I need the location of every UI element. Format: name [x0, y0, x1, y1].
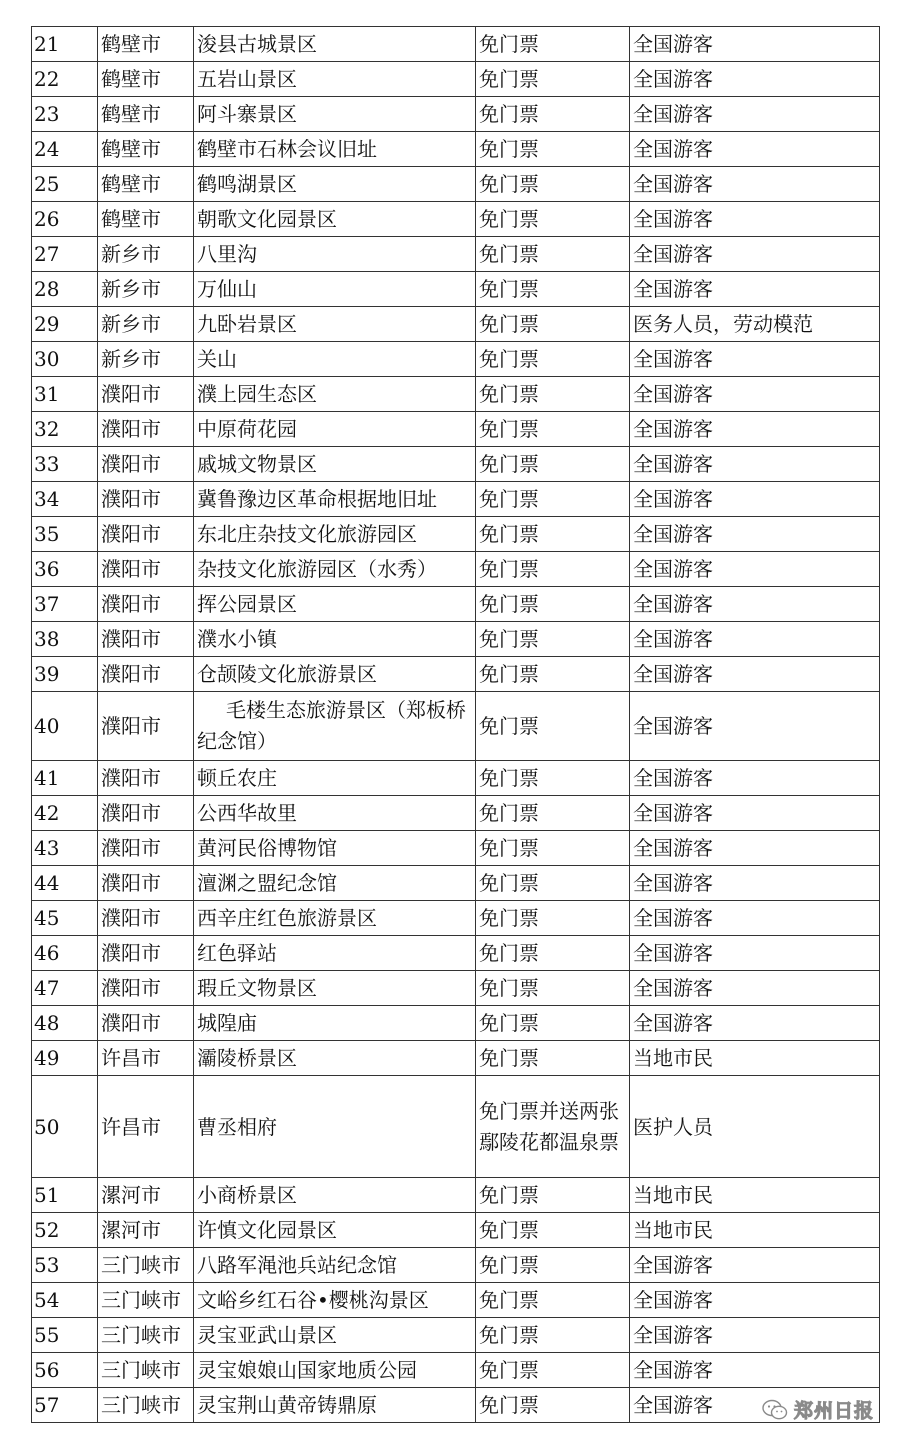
cell-target-group: 当地市民	[630, 1041, 880, 1076]
cell-city: 濮阳市	[98, 482, 194, 517]
cell-site-name: 浚县古城景区	[194, 27, 476, 62]
table-row	[32, 1353, 880, 1388]
table-row	[32, 447, 880, 482]
cell-city: 三门峡市	[98, 1283, 194, 1318]
cell-number: 41	[32, 761, 98, 796]
table-row	[32, 62, 880, 97]
table-row	[32, 272, 880, 307]
cell-site-name: 灞陵桥景区	[194, 1041, 476, 1076]
cell-city: 鹤壁市	[98, 62, 194, 97]
cell-site-name: 八路军渑池兵站纪念馆	[194, 1248, 476, 1283]
cell-city: 鹤壁市	[98, 132, 194, 167]
cell-target-group: 全国游客	[630, 167, 880, 202]
cell-site-name: 鹤鸣湖景区	[194, 167, 476, 202]
cell-site-name: 鹤壁市石林会议旧址	[194, 132, 476, 167]
cell-site-name: 顿丘农庄	[194, 761, 476, 796]
cell-ticket-policy: 免门票	[476, 132, 630, 167]
cell-city: 三门峡市	[98, 1353, 194, 1388]
cell-site-name: 澶渊之盟纪念馆	[194, 866, 476, 901]
cell-ticket-policy: 免门票	[476, 1353, 630, 1388]
cell-site-name: 八里沟	[194, 237, 476, 272]
cell-ticket-policy: 免门票	[476, 27, 630, 62]
cell-city: 新乡市	[98, 272, 194, 307]
cell-site-name: 戚城文物景区	[194, 447, 476, 482]
cell-city: 三门峡市	[98, 1388, 194, 1423]
cell-target-group: 全国游客	[630, 1248, 880, 1283]
cell-site-name: 杂技文化旅游园区（水秀）	[194, 552, 476, 587]
table-row	[32, 866, 880, 901]
table-row	[32, 657, 880, 692]
cell-target-group: 全国游客	[630, 237, 880, 272]
cell-number: 22	[32, 62, 98, 97]
cell-target-group: 全国游客	[630, 622, 880, 657]
cell-target-group: 医务人员，劳动模范	[630, 307, 880, 342]
cell-number: 51	[32, 1178, 98, 1213]
cell-site-name: 九卧岩景区	[194, 307, 476, 342]
cell-ticket-policy: 免门票	[476, 587, 630, 622]
cell-site-name: 万仙山	[194, 272, 476, 307]
cell-number: 28	[32, 272, 98, 307]
table-row	[32, 1178, 880, 1213]
table-row	[32, 517, 880, 552]
cell-number: 54	[32, 1283, 98, 1318]
cell-target-group: 全国游客	[630, 692, 880, 761]
table-row	[32, 377, 880, 412]
cell-city: 濮阳市	[98, 517, 194, 552]
cell-city: 濮阳市	[98, 796, 194, 831]
cell-target-group: 全国游客	[630, 62, 880, 97]
cell-target-group: 全国游客	[630, 831, 880, 866]
cell-target-group: 当地市民	[630, 1178, 880, 1213]
cell-city: 许昌市	[98, 1041, 194, 1076]
cell-city: 鹤壁市	[98, 97, 194, 132]
table-row	[32, 202, 880, 237]
table-row	[32, 27, 880, 62]
cell-site-name: 许慎文化园景区	[194, 1213, 476, 1248]
cell-target-group: 全国游客	[630, 796, 880, 831]
cell-city: 濮阳市	[98, 447, 194, 482]
cell-city: 鹤壁市	[98, 27, 194, 62]
cell-city: 许昌市	[98, 1076, 194, 1178]
cell-ticket-policy: 免门票	[476, 866, 630, 901]
cell-number: 50	[32, 1076, 98, 1178]
cell-ticket-policy: 免门票	[476, 796, 630, 831]
cell-site-name: 小商桥景区	[194, 1178, 476, 1213]
cell-city: 濮阳市	[98, 657, 194, 692]
cell-ticket-policy: 免门票	[476, 1213, 630, 1248]
cell-site-name: 濮上园生态区	[194, 377, 476, 412]
table-row	[32, 796, 880, 831]
cell-target-group: 全国游客	[630, 1006, 880, 1041]
cell-site-name: 灵宝荆山黄帝铸鼎原	[194, 1388, 476, 1423]
cell-site-name: 黄河民俗博物馆	[194, 831, 476, 866]
table-row	[32, 587, 880, 622]
table-row	[32, 761, 880, 796]
cell-city: 濮阳市	[98, 377, 194, 412]
cell-city: 鹤壁市	[98, 167, 194, 202]
cell-number: 31	[32, 377, 98, 412]
cell-number: 32	[32, 412, 98, 447]
cell-number: 24	[32, 132, 98, 167]
cell-ticket-policy: 免门票	[476, 1318, 630, 1353]
cell-number: 48	[32, 1006, 98, 1041]
cell-site-name: 濮水小镇	[194, 622, 476, 657]
table-row	[32, 237, 880, 272]
cell-number: 44	[32, 866, 98, 901]
cell-target-group: 全国游客	[630, 202, 880, 237]
cell-number: 56	[32, 1353, 98, 1388]
cell-city: 濮阳市	[98, 412, 194, 447]
cell-number: 36	[32, 552, 98, 587]
cell-number: 38	[32, 622, 98, 657]
cell-target-group: 全国游客	[630, 132, 880, 167]
cell-ticket-policy: 免门票	[476, 517, 630, 552]
cell-number: 55	[32, 1318, 98, 1353]
cell-site-name: 阿斗寨景区	[194, 97, 476, 132]
cell-target-group: 全国游客	[630, 1353, 880, 1388]
cell-target-group: 全国游客	[630, 761, 880, 796]
cell-city: 濮阳市	[98, 936, 194, 971]
cell-number: 23	[32, 97, 98, 132]
cell-ticket-policy: 免门票	[476, 1388, 630, 1423]
table-body	[32, 27, 880, 1423]
cell-number: 46	[32, 936, 98, 971]
cell-city: 濮阳市	[98, 901, 194, 936]
cell-site-name: 公西华故里	[194, 796, 476, 831]
cell-site-name: 灵宝亚武山景区	[194, 1318, 476, 1353]
cell-ticket-policy: 免门票	[476, 552, 630, 587]
cell-ticket-policy: 免门票	[476, 1178, 630, 1213]
table-row	[32, 622, 880, 657]
cell-target-group: 全国游客	[630, 866, 880, 901]
cell-city: 濮阳市	[98, 1006, 194, 1041]
cell-target-group: 全国游客	[630, 657, 880, 692]
cell-target-group: 全国游客	[630, 587, 880, 622]
cell-number: 27	[32, 237, 98, 272]
cell-number: 52	[32, 1213, 98, 1248]
cell-site-name: 西辛庄红色旅游景区	[194, 901, 476, 936]
table-row	[32, 307, 880, 342]
table-row	[32, 552, 880, 587]
cell-target-group: 全国游客	[630, 377, 880, 412]
cell-city: 濮阳市	[98, 866, 194, 901]
cell-city: 三门峡市	[98, 1318, 194, 1353]
cell-number: 30	[32, 342, 98, 377]
cell-number: 37	[32, 587, 98, 622]
cell-city: 新乡市	[98, 237, 194, 272]
table-row	[32, 936, 880, 971]
cell-target-group: 全国游客	[630, 97, 880, 132]
table-row	[32, 342, 880, 377]
cell-target-group: 全国游客	[630, 901, 880, 936]
cell-city: 濮阳市	[98, 622, 194, 657]
cell-ticket-policy: 免门票	[476, 761, 630, 796]
cell-target-group: 全国游客	[630, 1283, 880, 1318]
cell-ticket-policy: 免门票	[476, 377, 630, 412]
cell-number: 53	[32, 1248, 98, 1283]
cell-city: 三门峡市	[98, 1248, 194, 1283]
cell-site-name: 关山	[194, 342, 476, 377]
cell-target-group: 全国游客	[630, 482, 880, 517]
watermark	[762, 1396, 874, 1423]
table-row	[32, 1248, 880, 1283]
table-row	[32, 692, 880, 761]
cell-site-name: 挥公园景区	[194, 587, 476, 622]
table-row	[32, 831, 880, 866]
cell-number: 49	[32, 1041, 98, 1076]
table-row	[32, 132, 880, 167]
watermark-text: 郑州日报	[793, 1400, 874, 1422]
cell-number: 40	[32, 692, 98, 761]
table-row	[32, 1006, 880, 1041]
cell-site-name: 朝歌文化园景区	[194, 202, 476, 237]
cell-site-name: 文峪乡红石谷•樱桃沟景区	[194, 1283, 476, 1318]
cell-site-name: 城隍庙	[194, 1006, 476, 1041]
cell-ticket-policy: 免门票	[476, 971, 630, 1006]
cell-ticket-policy: 免门票	[476, 657, 630, 692]
cell-city: 濮阳市	[98, 552, 194, 587]
scenic-spots-table	[31, 26, 880, 1423]
cell-target-group: 全国游客	[630, 27, 880, 62]
cell-number: 29	[32, 307, 98, 342]
table-row	[32, 482, 880, 517]
cell-ticket-policy: 免门票	[476, 272, 630, 307]
cell-number: 35	[32, 517, 98, 552]
cell-target-group: 全国游客	[630, 552, 880, 587]
cell-site-name: 冀鲁豫边区革命根据地旧址	[194, 482, 476, 517]
cell-target-group: 全国游客	[630, 412, 880, 447]
cell-number: 33	[32, 447, 98, 482]
wechat-icon	[762, 1399, 788, 1421]
cell-site-name: 曹丞相府	[194, 1076, 476, 1178]
cell-city: 漯河市	[98, 1178, 194, 1213]
cell-ticket-policy: 免门票	[476, 237, 630, 272]
cell-ticket-policy: 免门票	[476, 936, 630, 971]
cell-ticket-policy: 免门票	[476, 482, 630, 517]
cell-ticket-policy: 免门票	[476, 1248, 630, 1283]
cell-number: 45	[32, 901, 98, 936]
cell-ticket-policy: 免门票	[476, 1006, 630, 1041]
cell-site-name: 中原荷花园	[194, 412, 476, 447]
cell-number: 25	[32, 167, 98, 202]
cell-target-group: 全国游客	[630, 272, 880, 307]
cell-ticket-policy: 免门票	[476, 62, 630, 97]
table-row	[32, 971, 880, 1006]
cell-ticket-policy: 免门票	[476, 97, 630, 132]
table-row	[32, 1318, 880, 1353]
cell-city: 濮阳市	[98, 761, 194, 796]
cell-target-group: 全国游客	[630, 1318, 880, 1353]
cell-target-group: 全国游客	[630, 342, 880, 377]
cell-ticket-policy: 免门票	[476, 622, 630, 657]
cell-target-group: 全国游客	[630, 1388, 880, 1423]
cell-ticket-policy: 免门票	[476, 167, 630, 202]
cell-ticket-policy: 免门票	[476, 202, 630, 237]
cell-city: 濮阳市	[98, 587, 194, 622]
cell-site-name: 东北庄杂技文化旅游园区	[194, 517, 476, 552]
cell-ticket-policy: 免门票	[476, 307, 630, 342]
cell-city: 鹤壁市	[98, 202, 194, 237]
cell-target-group: 全国游客	[630, 447, 880, 482]
cell-ticket-policy: 免门票	[476, 1283, 630, 1318]
cell-number: 43	[32, 831, 98, 866]
cell-number: 34	[32, 482, 98, 517]
table-row	[32, 1076, 880, 1178]
table-row	[32, 1213, 880, 1248]
cell-ticket-policy: 免门票并送两张鄢陵花都温泉票	[476, 1076, 630, 1178]
cell-target-group: 医护人员	[630, 1076, 880, 1178]
cell-target-group: 全国游客	[630, 971, 880, 1006]
cell-number: 47	[32, 971, 98, 1006]
cell-number: 42	[32, 796, 98, 831]
table-row	[32, 412, 880, 447]
cell-target-group: 当地市民	[630, 1213, 880, 1248]
cell-city: 濮阳市	[98, 692, 194, 761]
cell-ticket-policy: 免门票	[476, 901, 630, 936]
cell-city: 新乡市	[98, 307, 194, 342]
cell-city: 濮阳市	[98, 971, 194, 1006]
table-row	[32, 901, 880, 936]
cell-site-name: 仓颉陵文化旅游景区	[194, 657, 476, 692]
table-row	[32, 1283, 880, 1318]
cell-site-name: 红色驿站	[194, 936, 476, 971]
table-row	[32, 1388, 880, 1423]
table-row	[32, 97, 880, 132]
cell-site-name: 灵宝娘娘山国家地质公园	[194, 1353, 476, 1388]
cell-ticket-policy: 免门票	[476, 692, 630, 761]
cell-target-group: 全国游客	[630, 517, 880, 552]
table-row	[32, 167, 880, 202]
cell-ticket-policy: 免门票	[476, 447, 630, 482]
table-row	[32, 1041, 880, 1076]
cell-ticket-policy: 免门票	[476, 412, 630, 447]
cell-city: 新乡市	[98, 342, 194, 377]
cell-number: 57	[32, 1388, 98, 1423]
cell-target-group: 全国游客	[630, 936, 880, 971]
cell-site-name: 毛楼生态旅游景区（郑板桥纪念馆）	[194, 692, 476, 761]
cell-number: 39	[32, 657, 98, 692]
cell-ticket-policy: 免门票	[476, 831, 630, 866]
cell-ticket-policy: 免门票	[476, 342, 630, 377]
cell-ticket-policy: 免门票	[476, 1041, 630, 1076]
cell-number: 26	[32, 202, 98, 237]
cell-city: 漯河市	[98, 1213, 194, 1248]
cell-site-name: 五岩山景区	[194, 62, 476, 97]
cell-site-name: 瑕丘文物景区	[194, 971, 476, 1006]
cell-city: 濮阳市	[98, 831, 194, 866]
cell-number: 21	[32, 27, 98, 62]
